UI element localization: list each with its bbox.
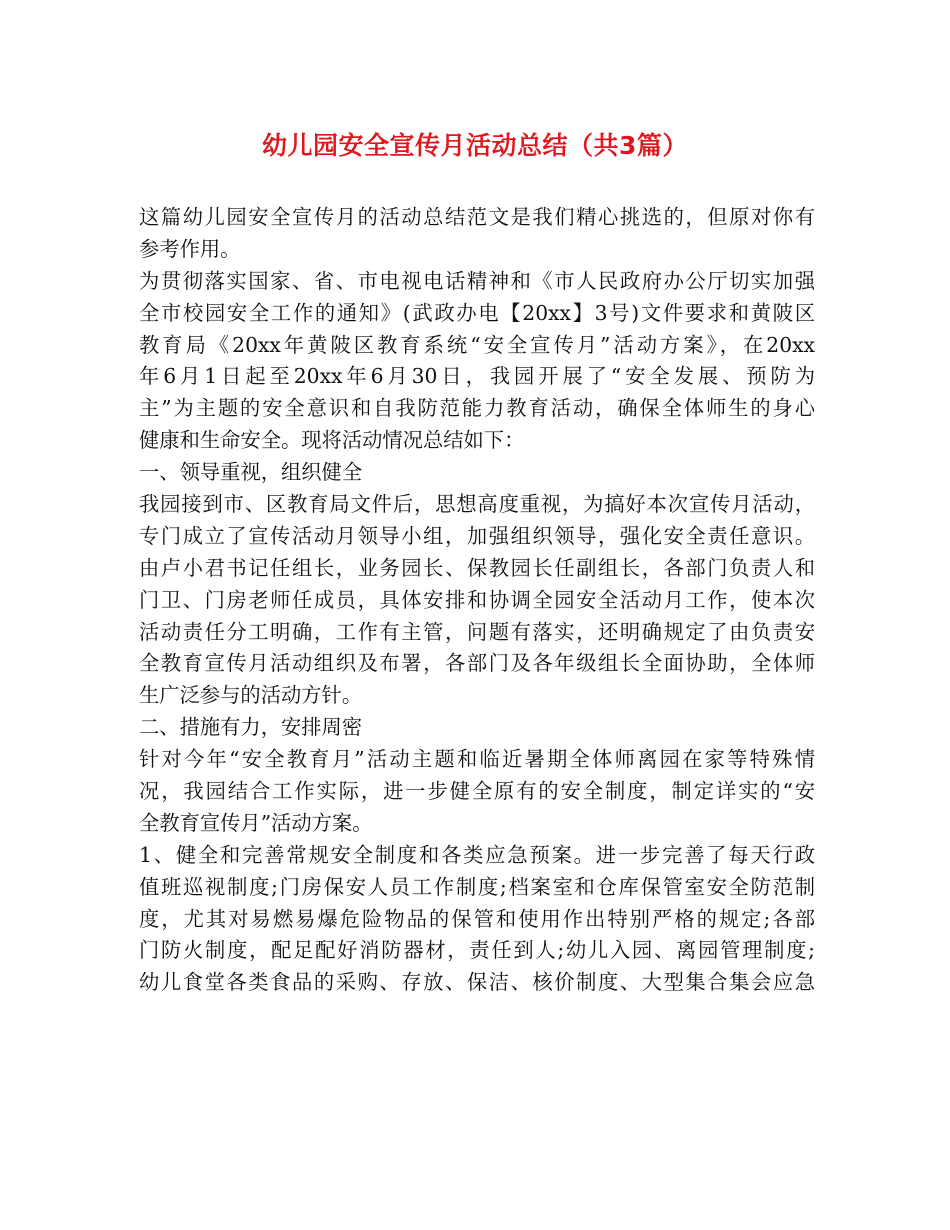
text-line: 全教育宣传月活动组织及布署，各部门及各年级组长全面协助，全体师	[139, 651, 815, 676]
text-line: 1、健全和完善常规安全制度和各类应急预案。进一步完善了每天行政	[139, 842, 815, 867]
text-line: 参考作用。	[139, 236, 241, 261]
text-line: 这篇幼儿园安全宣传月的活动总结范文是我们精心挑选的，但原对你有	[139, 205, 815, 229]
text-line: 为贯彻落实国家、省、市电视电话精神和《市人民政府办公厅切实加强	[139, 268, 815, 293]
text-line: 全市校园安全工作的通知》(武政办电【20xx】3号)文件要求和黄陂区	[139, 300, 815, 325]
text-line: 健康和生命安全。现将活动情况总结如下：	[139, 428, 525, 453]
text-line: 专门成立了宣传活动月领导小组，加强组织领导，强化安全责任意识。	[139, 523, 815, 548]
text-line: 主”为主题的安全意识和自我防范能力教育活动，确保全体师生的身心	[139, 396, 815, 421]
text-line: 门防火制度，配足配好消防器材，责任到人;幼儿入园、离园管理制度;	[139, 938, 815, 963]
text-line: 针对今年“安全教育月”活动主题和临近暑期全体师离园在家等特殊情	[139, 747, 815, 772]
text-line: 活动责任分工明确，工作有主管，问题有落实，还明确规定了由负责安	[139, 619, 815, 644]
text-line: 值班巡视制度;门房保安人员工作制度;档案室和仓库保管室安全防范制	[139, 874, 815, 899]
text-line: 一、领导重视，组织健全	[139, 460, 363, 485]
text-line: 门卫、门房老师任成员，具体安排和协调全园安全活动月工作，使本次	[139, 587, 815, 612]
document-title: 幼儿园安全宣传月活动总结（共3篇）	[262, 131, 688, 160]
text-line: 全教育宣传月”活动方案。	[139, 810, 373, 835]
text-line: 年6月1日起至20xx年6月30日，我园开展了“安全发展、预防为	[139, 364, 815, 389]
text-line: 我园接到市、区教育局文件后，思想高度重视，为搞好本次宣传月活动，	[139, 492, 815, 517]
text-line: 教育局《20xx年黄陂区教育系统“安全宣传月”活动方案》，在20xx	[139, 332, 815, 357]
document-body	[139, 202, 815, 999]
text-line: 度，尤其对易燃易爆危险物品的保管和使用作出特别严格的规定;各部	[139, 906, 815, 931]
text-line: 生广泛参与的活动方针。	[139, 683, 363, 708]
text-line: 况，我园结合工作实际，进一步健全原有的安全制度，制定详实的“安	[139, 779, 815, 804]
text-line: 二、措施有力，安排周密	[139, 715, 363, 740]
text-line: 幼儿食堂各类食品的采购、存放、保洁、核价制度、大型集合集会应急	[139, 970, 815, 995]
text-line: 由卢小君书记任组长，业务园长、保教园长任副组长，各部门负责人和	[139, 555, 815, 580]
